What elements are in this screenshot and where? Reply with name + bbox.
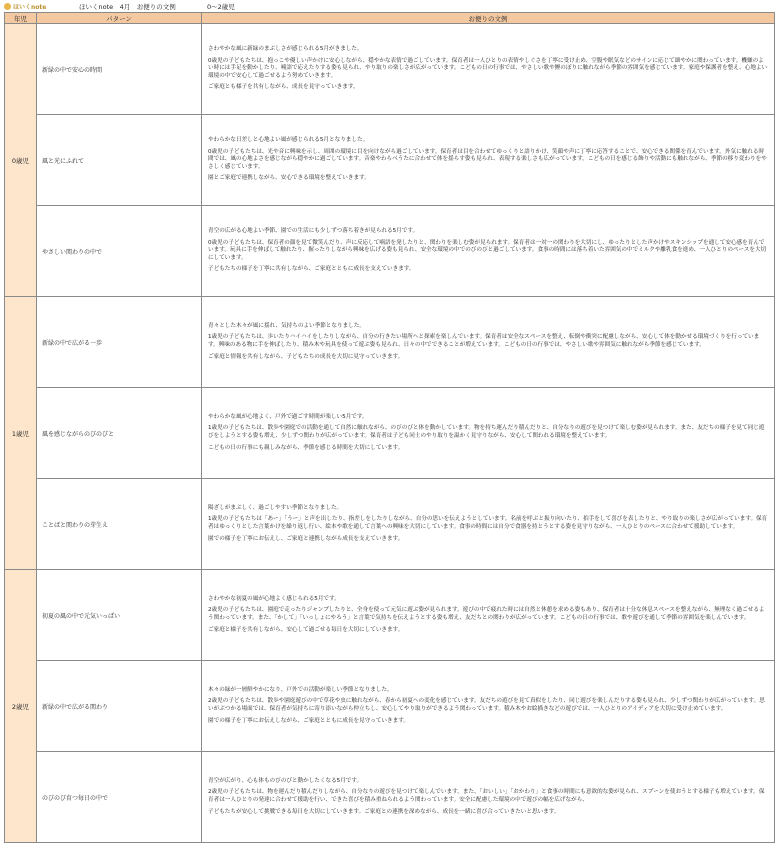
table-row bbox=[5, 752, 775, 843]
logo bbox=[0, 2, 79, 11]
example-paragraph: 陽ざしがまぶしく、過ごしやすい季節となりました。 bbox=[208, 504, 343, 511]
example-cell bbox=[202, 115, 775, 206]
example-paragraph: 園での様子を丁寧にお伝えしながら、ご家庭とともに成長を見守っていきます。 bbox=[208, 717, 409, 724]
table-row bbox=[5, 570, 775, 661]
table-row bbox=[5, 297, 775, 388]
example-paragraph: 園での様子を丁寧にお伝えし、ご家庭と連携しながら成長を支えていきます。 bbox=[208, 535, 404, 542]
example-paragraph: 0歳児の子どもたちは、光や音に興味を示し、周囲の環境に目を向けながら過ごしています。保育者は目を合わせてゆっくりと語りかけ、笑顔や声に丁寧に応答することで、安心できる関係を育んでいます。外気に触れる時間では、風の心地よさを感じながら穏やかに過ごしています。音楽やわらべうたに合わせて体を揺らす姿も見られ、表現する楽しさも広がっています。こどもの日を感じる飾りや活動にも触れながら、季節の移り変わりをやさしく感じています。 bbox=[208, 148, 767, 170]
header-age: 年児 bbox=[5, 13, 37, 24]
table-header-row bbox=[5, 13, 775, 24]
example-paragraph: 木々の緑が一層鮮やかになり、戸外での活動が楽しい季節となりました。 bbox=[208, 686, 393, 693]
example-paragraph: 1歳児の子どもたちは「あー」「うー」と声を出したり、指差しをしたりしながら、自分の思いを伝えようとしています。名前を呼ぶと振り向いたり、拍手をして喜びを表したりと、やり取りの楽しさが広がっています。保育者はゆっくりとした言葉かけを繰り返し行い、絵本や歌を通して言葉への興味を大切にしています。食事の時間には自分で食器を持とうとする姿を見守りながら、一人ひとりのペースに合わせて援助しています。 bbox=[208, 516, 768, 530]
example-cell bbox=[202, 752, 775, 843]
table-row bbox=[5, 388, 775, 479]
page-header bbox=[0, 0, 778, 12]
pattern-cell: 新緑の中で広がる一歩 bbox=[37, 297, 202, 388]
age-group-cell: 2歳児 bbox=[5, 570, 37, 843]
example-paragraph: ご家庭と情報を共有しながら、子どもたちの成長を大切に見守っていきます。 bbox=[208, 353, 404, 360]
example-paragraph: 青空が広がり、心も体ものびのびと動かしたくなる5月です。 bbox=[208, 777, 363, 784]
example-paragraph: 2歳児の子どもたちは、園庭で走ったりジャンプしたりと、全身を使って元気に遊ぶ姿が見られます。遊びの中で疲れた時には自然と休憩を求める姿もあり、保育者は十分な休息スペースを整えながら、無理なく過ごせるよう関わっています。また、「かして」「いっしょにやろう」と言葉で気持ちを伝えようとする姿も増え、友だちとの関わりが広がっています。こどもの日の行事では、歌や遊びを通して季節の雰囲気を楽しんでいます。 bbox=[208, 607, 765, 621]
example-paragraph: 1歳児の子どもたちは、散歩や園庭での活動を通して自然に触れながら、のびのびと体を動かしています。物を持ち運んだり積んだりと、自分なりの遊びを見つけて楽しむ姿が見られます。また、友だちの様子を見て同じ遊びをしようとする姿も増え、少しずつ関わりが広がっています。保育者は子ども同士のやり取りを温かく見守りながら、安心して関われる環境を整えています。 bbox=[208, 425, 765, 439]
pattern-cell: 風を感じながらのびのびと bbox=[37, 388, 202, 479]
document-title: ほいくnote 4月 お便りの文例 bbox=[79, 2, 176, 11]
header-example: お便りの文例 bbox=[202, 13, 775, 24]
age-range: 0〜2歳児 bbox=[207, 2, 235, 11]
example-paragraph: ご家庭とも様子を共有しながら、成長を見守っていきます。 bbox=[208, 84, 359, 91]
pattern-cell: ことばと関わりの芽生え bbox=[37, 479, 202, 570]
logo-text: ほいくnote bbox=[13, 3, 47, 11]
example-paragraph: 園とご家庭で連携しながら、安心できる環境を整えていきます。 bbox=[208, 175, 370, 182]
example-cell bbox=[202, 479, 775, 570]
header-pattern: パターン bbox=[37, 13, 202, 24]
example-paragraph: やわらかな風が心地よく、戸外で過ごす時間が楽しい5月です。 bbox=[208, 413, 368, 420]
example-paragraph: ご家庭と様子を共有しながら、安心して過ごせる毎日を大切にしていきます。 bbox=[208, 626, 404, 633]
example-paragraph: 子どもたちが安心して挑戦できる毎日を大切にしていきます。ご家庭との連携を深めながら、成長を一緒に喜び合っていきたいと思います。 bbox=[208, 808, 560, 815]
example-paragraph: やわらかな日差しと心地よい風が感じられる5月となりました。 bbox=[208, 137, 369, 144]
logo-icon bbox=[4, 3, 11, 10]
pattern-cell: 初夏の風の中で元気いっぱい bbox=[37, 570, 202, 661]
example-cell bbox=[202, 661, 775, 752]
age-group-cell: 0歳児 bbox=[5, 24, 37, 297]
pattern-cell: 風と光にふれて bbox=[37, 115, 202, 206]
example-paragraph: 2歳児の子どもたちは、散歩や園庭遊びの中で草花や虫に触れながら、春から初夏への変化を感じています。友だちの遊びを見て真似をしたり、同じ遊びを楽しんだりする姿も見られ、少しずつ関わりが広がっています。思いがぶつかる場面では、保育者が気持ちに寄り添いながら仲立ちし、安心してやり取りができるよう関わっています。積み木やお絵描きなどの遊びでは、一人ひとりのアイディアを大切に受け止めています。 bbox=[208, 698, 765, 712]
table-row bbox=[5, 479, 775, 570]
example-paragraph: 2歳児の子どもたちは、物を運んだり積んだりしながら、自分なりの遊びを見つけて楽しんでいます。また、「おいしい」「おかわり」と食事の時間にも意欲的な姿が見られ、スプーンを使おうとする様子も増えています。保育者は一人ひとりの発達に合わせて援助を行い、できた喜びを積み重ねられるよう関わっています。安全に配慮した環境の中で遊びの幅を広げながら、 bbox=[208, 789, 765, 803]
age-group-cell: 1歳児 bbox=[5, 297, 37, 570]
example-cell bbox=[202, 206, 775, 297]
pattern-cell: のびのび育つ毎日の中で bbox=[37, 752, 202, 843]
pattern-cell: やさしい関わりの中で bbox=[37, 206, 202, 297]
example-paragraph: こどもの日の行事にも親しみながら、季節を感じる時間を大切にしています。 bbox=[208, 444, 404, 451]
example-cell bbox=[202, 24, 775, 115]
example-paragraph: 子どもたちの様子を丁寧に共有しながら、ご家庭とともに成長を支えていきます。 bbox=[208, 266, 415, 273]
table-row bbox=[5, 115, 775, 206]
table-row bbox=[5, 206, 775, 297]
pattern-cell: 新緑の中で広がる関わり bbox=[37, 661, 202, 752]
letter-examples-table bbox=[4, 12, 775, 843]
example-paragraph: 青々とした木々が風に揺れ、気持ちのよい季節となりました。 bbox=[208, 322, 365, 329]
example-paragraph: さわやかな初夏の風が心地よく感じられる5月です。 bbox=[208, 595, 340, 602]
example-paragraph: 0歳児の子どもたちは、保育者の顔を見て微笑んだり、声に反応して喃語を発したりと、関わりを楽しむ姿が見られます。保育者は一対一の関わりを大切にし、ゆったりとした声かけやスキンシップを通して安心感を育んでいます。玩具に手を伸ばして触れたり、握ったりしながら興味を広げる姿も見られ、安全な環境の中でのびのびと過ごしています。食事の時間には落ち着いた雰囲気の中でミルクや離乳食を進め、一人ひとりのペースを大切にしています。 bbox=[208, 239, 767, 261]
example-cell bbox=[202, 297, 775, 388]
example-cell bbox=[202, 388, 775, 479]
example-paragraph: 0歳児の子どもたちは、抱っこや優しい声かけに安心しながら、穏やかな表情で過ごしています。保育者は一人ひとりの表情やしぐさを丁寧に受け止め、空腹や眠気などのサインに応じて細やかに関わっています。機嫌のよい時には手足を動かしたり、喃語で応えたりする姿も見られ、やり取りの楽しさが広がっています。こどもの日の行事では、やさしい歌や鯉のぼりに触れながら季節の雰囲気を感じています。家庭や保護者を整え、心地よい環境の中で安心して過ごせるよう努めていきます。 bbox=[208, 57, 768, 79]
example-cell bbox=[202, 570, 775, 661]
example-paragraph: さわやかな風に新緑のまぶしさが感じられる5月がきました。 bbox=[208, 46, 363, 53]
table-row bbox=[5, 661, 775, 752]
example-paragraph: 青空の広がる心地よい季節、園での生活にも少しずつ落ち着きが見られる5月です。 bbox=[208, 228, 419, 235]
pattern-cell: 新緑の中で安心の時間 bbox=[37, 24, 202, 115]
table-row bbox=[5, 24, 775, 115]
example-paragraph: 1歳児の子どもたちは、歩いたりハイハイをしたりしながら、自分の行きたい場所へと探索を楽しんでいます。保育者は安全なスペースを整え、転倒や衝突に配慮しながら、安心して体を動かせる環境づくりを行っています。興味のある物に手を伸ばしたり、積み木や玩具を使って遊ぶ姿も見られ、日々の中でできることが増えています。こどもの日の行事では、やさしい歌や雰囲気に触れながら季節を感じています。 bbox=[208, 334, 760, 348]
